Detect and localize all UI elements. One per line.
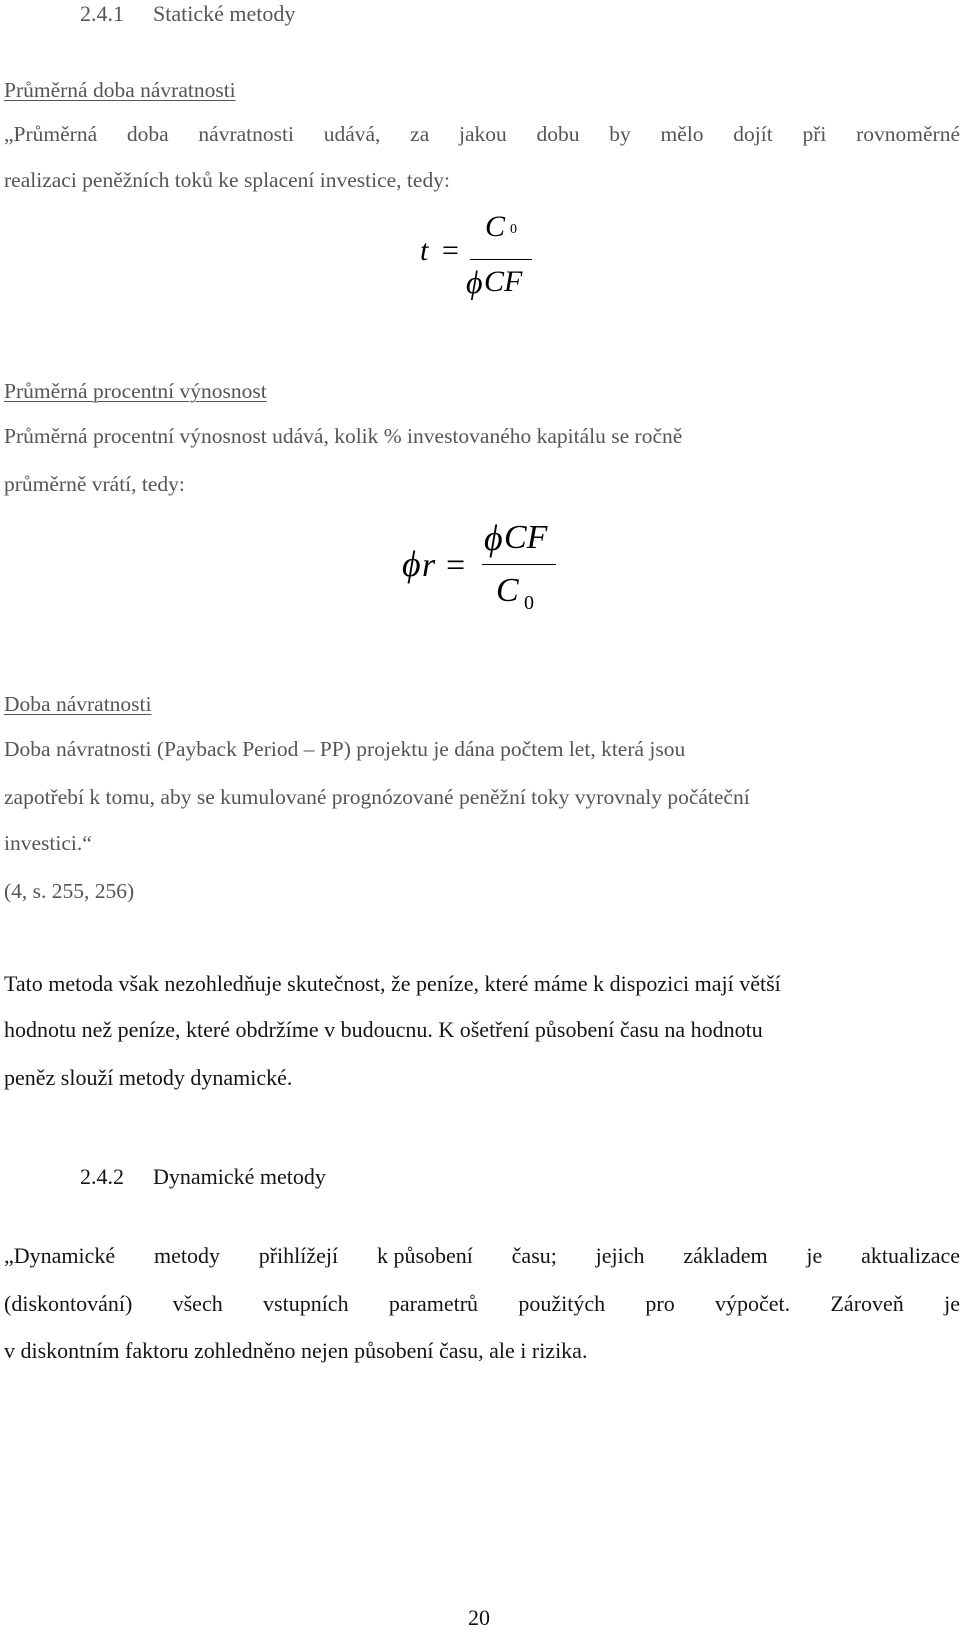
word: použitých xyxy=(518,1291,606,1316)
word: Zároveň xyxy=(830,1291,904,1316)
word: základem xyxy=(683,1243,768,1268)
word: všech xyxy=(172,1291,223,1316)
payback-heading: Doba návratnosti xyxy=(4,692,152,716)
word: pro xyxy=(645,1291,675,1316)
formula1-numerator-sub: 0 xyxy=(510,222,517,237)
formula2-equals: = xyxy=(446,547,466,584)
formula1-numerator: C xyxy=(485,210,506,243)
formula2-numerator: CF xyxy=(504,519,548,556)
payback-citation: (4, s. 255, 256) xyxy=(4,879,135,903)
avg-payback-heading: Průměrná doba návratnosti xyxy=(4,78,236,102)
note-line-2: hodnotu než peníze, které obdržíme v budoucnu. K ošetření působení času na hodnotu xyxy=(4,1017,763,1042)
formula2-fraction-bar xyxy=(482,564,556,565)
dynamic-line-3: v diskontním faktoru zohledněno nejen působení času, ale i rizika. xyxy=(4,1338,588,1363)
avg-payback-line-2: realizaci peněžních toků ke splacení investice, tedy: xyxy=(4,168,450,192)
section-number: 2.4.2 xyxy=(80,1164,124,1189)
avg-return-line-1: Průměrná procentní výnosnost udává, kolik % investovaného kapitálu se ročně xyxy=(4,424,683,448)
word: parametrů xyxy=(388,1291,479,1316)
formula2-numerator-phi: ϕ xyxy=(484,518,503,558)
section-heading-242 xyxy=(80,1163,326,1191)
formula2-denominator: C xyxy=(496,572,519,609)
word: jejich xyxy=(595,1243,645,1268)
formula1-denominator-phi: ϕ xyxy=(466,264,483,300)
formula1-equals: = xyxy=(442,234,459,267)
word: „Dynamické xyxy=(4,1243,116,1268)
word: aktualizace xyxy=(861,1243,960,1268)
page-number: 20 xyxy=(468,1605,490,1630)
word: času; xyxy=(511,1243,557,1268)
dynamic-line-1 xyxy=(4,1242,960,1270)
word: vstupních xyxy=(263,1291,349,1316)
word: je xyxy=(944,1291,960,1316)
dynamic-line-2 xyxy=(4,1290,960,1318)
formula1-denominator: CF xyxy=(484,265,523,298)
section-title: Dynamické metody xyxy=(153,1164,326,1189)
payback-line-3: investici.“ xyxy=(4,831,92,855)
word: přihlížejí xyxy=(258,1243,339,1268)
avg-return-line-2: průměrně vrátí, tedy: xyxy=(4,472,185,496)
section-number: 2.4.1 xyxy=(80,1,124,26)
formula2-lhs: r xyxy=(422,547,436,584)
formula-avg-return xyxy=(0,0,960,640)
payback-line-2: zapotřebí k tomu, aby se kumulované prognózované peněžní toky vyrovnaly počáteční xyxy=(4,785,750,809)
formula1-lhs: t xyxy=(420,234,429,267)
word: k působení xyxy=(376,1243,473,1268)
formula2-denominator-sub: 0 xyxy=(524,592,534,614)
note-line-3: peněz slouží metody dynamické. xyxy=(4,1065,293,1090)
word: metody xyxy=(153,1243,220,1268)
formula2-lhs-phi: ϕ xyxy=(402,544,421,584)
avg-payback-line-1: „Průměrná doba návratnosti udává, za jakou dobu by mělo dojít při rovnoměrné xyxy=(4,122,960,146)
avg-return-heading: Průměrná procentní výnosnost xyxy=(4,379,267,403)
word: výpočet. xyxy=(715,1291,791,1316)
payback-line-1: Doba návratnosti (Payback Period – PP) projektu je dána počtem let, která jsou xyxy=(4,737,686,761)
word: (diskontování) xyxy=(4,1291,133,1316)
word: je xyxy=(806,1243,823,1268)
note-line-1: Tato metoda však nezohledňuje skutečnost, že peníze, které máme k dispozici mají větší xyxy=(4,971,781,996)
section-title: Statické metody xyxy=(153,1,296,26)
